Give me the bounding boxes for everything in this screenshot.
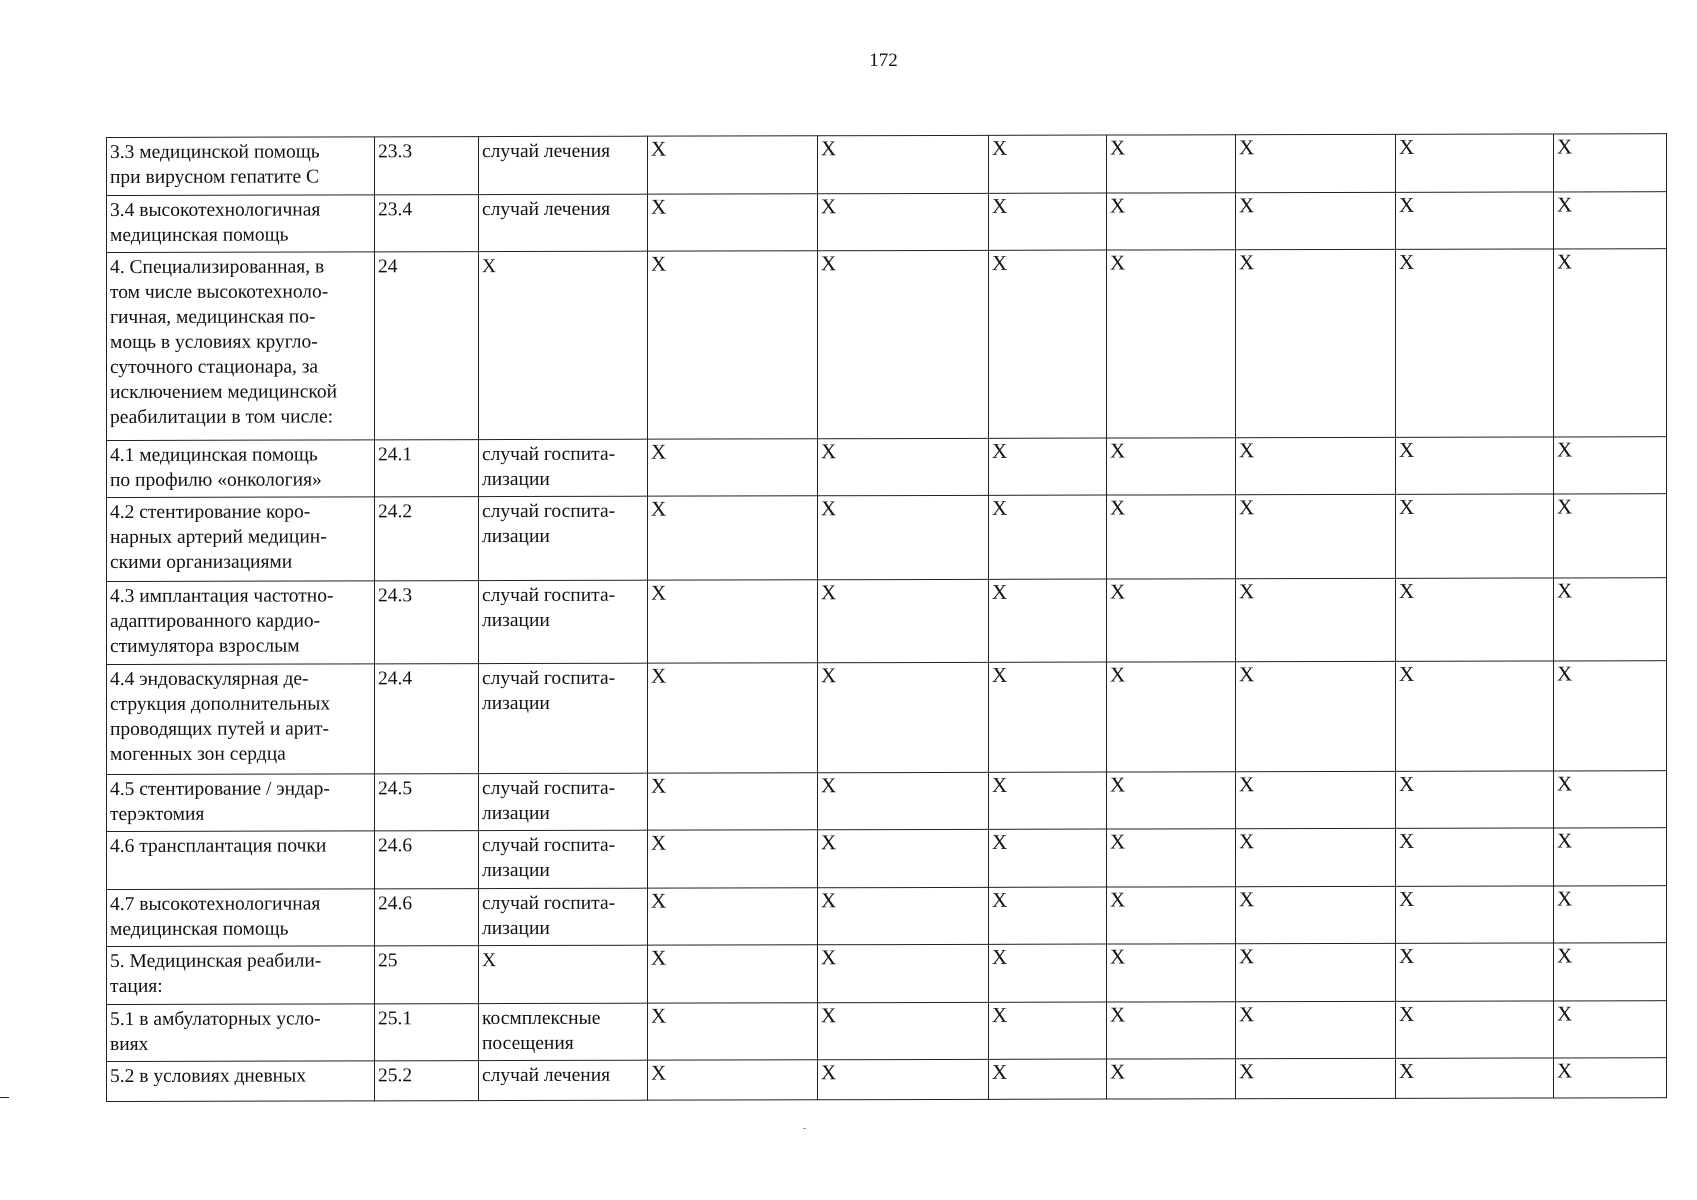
row-name-cell: 3.3 медицинской помощь при вирусном гепатите С — [107, 137, 375, 196]
row-value-cell: X — [1396, 1001, 1554, 1058]
row-value-cell: X — [1107, 495, 1236, 579]
row-code-cell: 25.2 — [375, 1061, 479, 1101]
row-value-cell: X — [1236, 1058, 1396, 1098]
row-value-cell: X — [648, 830, 818, 888]
row-name-cell: 4.7 высокотехнологичная медицинская помощь — [107, 889, 375, 947]
table-row — [107, 134, 1667, 196]
row-value-cell: X — [1107, 829, 1236, 887]
row-value-cell: X — [1236, 249, 1396, 437]
row-value-cell: X — [1396, 943, 1554, 1001]
row-value-cell: X — [648, 496, 818, 580]
row-value-cell: X — [1554, 578, 1667, 661]
table-row — [107, 886, 1667, 947]
row-code-cell: 24.3 — [375, 581, 479, 664]
row-code-cell: 24.1 — [375, 440, 479, 497]
row-value-cell: X — [1396, 771, 1554, 828]
page-number: 172 — [869, 50, 898, 71]
row-value-cell: X — [1107, 1002, 1236, 1059]
row-name-cell: 4.2 стентирование коро- нарных артерий медицин- скими организациями — [107, 497, 375, 582]
row-value-cell: X — [1396, 134, 1554, 192]
row-code-cell: 24 — [375, 252, 479, 440]
row-code-cell: 23.4 — [375, 195, 479, 252]
row-value-cell: X — [648, 136, 818, 194]
row-unit-cell: случай госпита- лизации — [479, 888, 648, 945]
row-name-cell: 4.3 имплантация частотно- адаптированного кардио- стимулятора взрослым — [107, 581, 375, 665]
row-value-cell: X — [1107, 250, 1236, 438]
row-value-cell: X — [1107, 887, 1236, 944]
row-code-cell: 24.5 — [375, 774, 479, 831]
row-value-cell: X — [818, 944, 989, 1002]
row-value-cell: X — [818, 250, 989, 438]
row-value-cell: X — [1554, 494, 1667, 578]
table-row — [107, 192, 1667, 253]
row-unit-cell: случай госпита- лизации — [479, 496, 648, 580]
table-row — [107, 578, 1667, 665]
row-value-cell: X — [1554, 661, 1667, 771]
row-value-cell: X — [1236, 661, 1396, 771]
row-value-cell: X — [818, 135, 989, 193]
row-value-cell: X — [818, 495, 989, 579]
row-code-cell: 24.6 — [375, 889, 479, 946]
row-value-cell: X — [989, 1059, 1107, 1099]
row-code-cell: 23.3 — [375, 137, 479, 195]
row-value-cell: X — [648, 945, 818, 1003]
row-unit-cell: случай лечения — [479, 1060, 648, 1100]
row-value-cell: X — [989, 887, 1107, 944]
row-value-cell: X — [1107, 193, 1236, 250]
row-value-cell: X — [648, 663, 818, 773]
row-value-cell: X — [1107, 135, 1236, 193]
row-value-cell: X — [989, 1002, 1107, 1059]
row-value-cell: X — [989, 250, 1107, 438]
row-value-cell: X — [1396, 192, 1554, 249]
row-unit-cell: случай госпита- лизации — [479, 580, 648, 663]
row-value-cell: X — [648, 251, 818, 439]
row-value-cell: X — [1107, 772, 1236, 829]
row-unit-cell: случай лечения — [479, 194, 648, 251]
row-name-cell: 5.1 в амбулаторных усло- виях — [107, 1004, 375, 1062]
row-value-cell: X — [1236, 886, 1396, 943]
row-value-cell: X — [989, 772, 1107, 829]
row-value-cell: X — [1554, 771, 1667, 828]
row-value-cell: X — [1396, 886, 1554, 943]
row-value-cell: X — [1554, 886, 1667, 943]
row-code-cell: 25.1 — [375, 1004, 479, 1061]
row-code-cell: 24.6 — [375, 831, 479, 889]
row-name-cell: 4.6 трансплантация почки — [107, 831, 375, 890]
row-value-cell: X — [1554, 943, 1667, 1001]
row-unit-cell: случай лечения — [479, 136, 648, 194]
row-name-cell: 5. Медицинская реабили- тация: — [107, 946, 375, 1005]
row-name-cell: 4. Специализированная, в том числе высокотехноло- гичная, медицинская по- мощь в условиях кругло- суточного стационара, за исключением медицинской реабилитации в том числе: — [107, 252, 375, 441]
row-value-cell: X — [648, 1003, 818, 1060]
row-name-cell: 4.5 стентирование / эндар- терэктомия — [107, 774, 375, 832]
scan-speck — [803, 1128, 806, 1129]
row-value-cell: X — [1554, 134, 1667, 192]
table-body — [107, 134, 1667, 1102]
row-value-cell: X — [648, 888, 818, 945]
row-value-cell: X — [1554, 1001, 1667, 1058]
row-value-cell: X — [1107, 1059, 1236, 1099]
row-name-cell: 5.2 в условиях дневных — [107, 1061, 375, 1102]
row-value-cell: X — [818, 829, 989, 887]
row-value-cell: X — [1107, 579, 1236, 662]
row-unit-cell: X — [479, 945, 648, 1003]
table-row — [107, 771, 1667, 832]
row-value-cell: X — [1107, 662, 1236, 772]
row-value-cell: X — [1396, 1058, 1554, 1098]
row-value-cell: X — [818, 887, 989, 944]
row-value-cell: X — [1236, 828, 1396, 886]
row-value-cell: X — [1107, 438, 1236, 495]
row-value-cell: X — [1236, 192, 1396, 249]
table-row — [107, 661, 1667, 775]
row-unit-cell: случай госпита- лизации — [479, 830, 648, 888]
row-value-cell: X — [989, 944, 1107, 1002]
row-value-cell: X — [818, 193, 989, 250]
table-row — [107, 828, 1667, 890]
row-value-cell: X — [1236, 943, 1396, 1001]
row-name-cell: 3.4 высокотехнологичная медицинская помощь — [107, 195, 375, 253]
row-value-cell: X — [818, 438, 989, 495]
row-unit-cell: случай госпита- лизации — [479, 773, 648, 830]
row-code-cell: 25 — [375, 946, 479, 1004]
row-value-cell: X — [648, 1060, 818, 1100]
row-value-cell: X — [989, 829, 1107, 887]
row-value-cell: X — [648, 194, 818, 251]
row-code-cell: 24.4 — [375, 664, 479, 774]
row-value-cell: X — [1396, 661, 1554, 771]
row-unit-cell: космплексные посещения — [479, 1003, 648, 1060]
row-value-cell: X — [1396, 249, 1554, 437]
row-name-cell: 4.4 эндоваскулярная де- струкция дополнительных проводящих путей и арит- могенных зон сердца — [107, 664, 375, 775]
row-value-cell: X — [989, 438, 1107, 495]
row-value-cell: X — [1236, 578, 1396, 661]
margin-mark — [0, 1097, 9, 1098]
table-row — [107, 1058, 1667, 1102]
row-value-cell: X — [1107, 944, 1236, 1002]
row-name-cell: 4.1 медицинская помощь по профилю «онкология» — [107, 440, 375, 498]
row-value-cell: X — [989, 662, 1107, 772]
row-value-cell: X — [989, 135, 1107, 193]
row-value-cell: X — [818, 1059, 989, 1099]
row-value-cell: X — [648, 580, 818, 663]
row-value-cell: X — [989, 193, 1107, 250]
row-value-cell: X — [1396, 437, 1554, 494]
table-row — [107, 494, 1667, 582]
row-value-cell: X — [1554, 1058, 1667, 1098]
row-unit-cell: случай госпита- лизации — [479, 663, 648, 773]
row-value-cell: X — [1236, 771, 1396, 828]
row-unit-cell: случай госпита- лизации — [479, 439, 648, 496]
row-code-cell: 24.2 — [375, 497, 479, 581]
row-value-cell: X — [1396, 828, 1554, 886]
row-value-cell: X — [818, 772, 989, 829]
row-value-cell: X — [989, 579, 1107, 662]
row-value-cell: X — [648, 439, 818, 496]
row-value-cell: X — [648, 773, 818, 830]
row-value-cell: X — [818, 662, 989, 772]
row-value-cell: X — [1396, 494, 1554, 578]
row-value-cell: X — [1236, 437, 1396, 494]
row-value-cell: X — [1236, 494, 1396, 578]
row-value-cell: X — [1236, 1001, 1396, 1058]
row-value-cell: X — [1554, 437, 1667, 494]
row-value-cell: X — [989, 495, 1107, 579]
row-value-cell: X — [1554, 828, 1667, 886]
data-table — [106, 133, 1667, 1102]
table-row — [107, 943, 1667, 1005]
table-row — [107, 1001, 1667, 1062]
row-value-cell: X — [818, 1002, 989, 1059]
row-value-cell: X — [1554, 192, 1667, 249]
row-value-cell: X — [1554, 249, 1667, 437]
row-value-cell: X — [818, 579, 989, 662]
table-row — [107, 437, 1667, 498]
table-row — [107, 249, 1667, 441]
row-value-cell: X — [1236, 134, 1396, 192]
row-unit-cell: X — [479, 251, 648, 439]
row-value-cell: X — [1396, 578, 1554, 661]
